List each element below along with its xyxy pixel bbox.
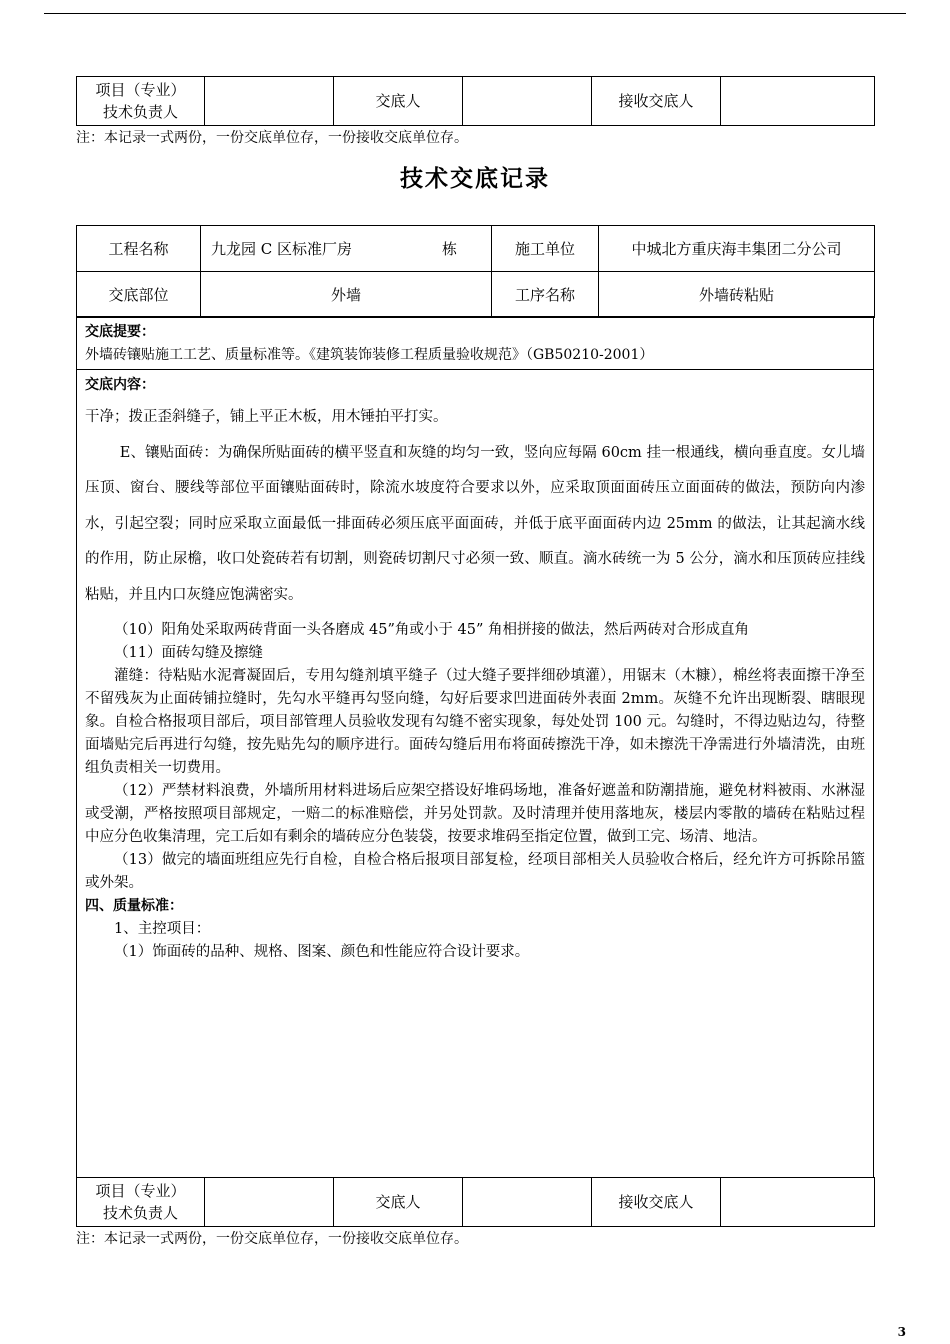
content-paragraph: （11）面砖勾缝及擦缝 — [114, 645, 263, 661]
project-name-value: 九龙园 C 区标准厂房 栋 — [201, 226, 492, 272]
header-rule — [44, 13, 906, 14]
content-wide-block — [85, 400, 865, 613]
page-title: 技术交底记录 — [400, 166, 550, 192]
signature-table-top — [76, 76, 875, 126]
project-lead-label: 项目（专业） 技术负责人 — [77, 1178, 205, 1227]
location-value: 外墙 — [201, 272, 492, 318]
page-number: 3 — [897, 1325, 906, 1339]
info-table — [76, 225, 875, 318]
content-narrow-block — [85, 619, 865, 964]
process-value: 外墙砖粘贴 — [599, 272, 875, 318]
building-suffix: 栋 — [442, 240, 458, 258]
contractor-label: 施工单位 — [492, 226, 599, 272]
receiver-label: 接收交底人 — [592, 77, 721, 126]
footnote-bottom: 注：本记录一式两份，一份交底单位存，一份接收交底单位存。 — [76, 1231, 468, 1247]
receiver-signature-cell[interactable] — [721, 77, 875, 126]
content-paragraph: （1）饰面砖的品种、规格、图案、颜色和性能应符合设计要求。 — [114, 944, 530, 960]
content-label: 交底内容： — [85, 377, 155, 393]
content-paragraph: 干净；拨正歪斜缝子，铺上平正木板，用木锤拍平打实。 — [85, 409, 448, 425]
presenter-label: 交底人 — [334, 77, 463, 126]
quality-standard-label: 四、质量标准： — [85, 898, 183, 914]
content-paragraph: （13）做完的墙面班组应先行自检，自检合格后报项目部复检，经项目部相关人员验收合格后，经允许方可拆除吊篮或外架。 — [85, 852, 865, 891]
contractor-value: 中城北方重庆海丰集团二分公司 — [599, 226, 875, 272]
content-paragraph: 1、主控项目： — [114, 921, 211, 937]
project-lead-signature-cell[interactable] — [205, 77, 334, 126]
signature-table-bottom — [76, 1177, 875, 1227]
summary-text: 外墙砖镶贴施工工艺、质量标准等。《建筑装饰装修工程质量验收规范》（GB50210-2001） — [85, 347, 654, 363]
content-paragraph: 灌缝：待粘贴水泥膏凝固后，专用勾缝剂填平缝子（过大缝子要拌细砂填灌），用锯末（木糠），棉丝将表面擦干净至不留残灰为止面砖铺拉缝时，先勾水平缝再勾竖向缝，勾好后要求凹进面砖外表面 2mm。灰缝不允许出现断裂、瞎眼现象。自检合格报项目部后，项目部管理人员验收发现有勾缝不密实现象，每处处罚 100 元。勾缝时，不得边贴边勾，待整面墙贴完后再进行勾缝，按先贴先勾的顺序进行。面砖勾缝后用布将面砖擦洗干净，如未擦洗干净需进行外墙清洗，由班组负责相关一切费用。 — [85, 668, 865, 776]
content-section — [76, 368, 874, 1178]
project-lead-label: 项目（专业） 技术负责人 — [77, 77, 205, 126]
presenter-label: 交底人 — [334, 1178, 463, 1227]
content-paragraph: （10）阳角处采取两砖背面一头各磨成 45”角或小于 45” 角相拼接的做法，然后两砖对合形成直角 — [114, 622, 750, 638]
receiver-signature-cell[interactable] — [721, 1178, 875, 1227]
project-name-label: 工程名称 — [77, 226, 201, 272]
content-paragraph: （12）严禁材料浪费，外墙所用材料进场后应架空搭设好堆码场地，准备好遮盖和防潮措施，避免材料被雨、水淋湿或受潮，严格按照项目部规定，一赔二的标准赔偿，并另处罚款。及时清理并使用落地灰，楼层内零散的墙砖在粘贴过程中应分色收集清理，完工后如有剩余的墙砖应分色装袋，按要求堆码至指定位置，做到工完、场清、地洁。 — [85, 783, 865, 845]
process-label: 工序名称 — [492, 272, 599, 318]
presenter-signature-cell[interactable] — [463, 77, 592, 126]
presenter-signature-cell[interactable] — [463, 1178, 592, 1227]
content-paragraph: E、镶贴面砖：为确保所贴面砖的横平竖直和灰缝的均匀一致，竖向应每隔 60cm 挂一根通线，横向垂直度。女儿墙压顶、窗台、腰线等部位平面镶贴面砖时，除流水坡度符合要求以外，应采取顶面面砖压立面面砖的做法，预防向内渗水，引起空裂；同时应采取立面最低一排面砖必须压底平面面砖，并低于底平面面砖内边 25mm 的做法，让其起滴水线的作用，防止尿檐，收口处瓷砖若有切割，则瓷砖切割尺寸必须一致、顺直。滴水砖统一为 5 公分，滴水和压顶砖应挂线粘贴，并且内口灰缝应饱满密实。 — [85, 444, 865, 603]
summary-label: 交底提要： — [85, 324, 155, 340]
location-label: 交底部位 — [77, 272, 201, 318]
receiver-label: 接收交底人 — [592, 1178, 721, 1227]
summary-section — [76, 316, 874, 370]
footnote-top: 注：本记录一式两份，一份交底单位存，一份接收交底单位存。 — [76, 130, 468, 146]
project-lead-signature-cell[interactable] — [205, 1178, 334, 1227]
